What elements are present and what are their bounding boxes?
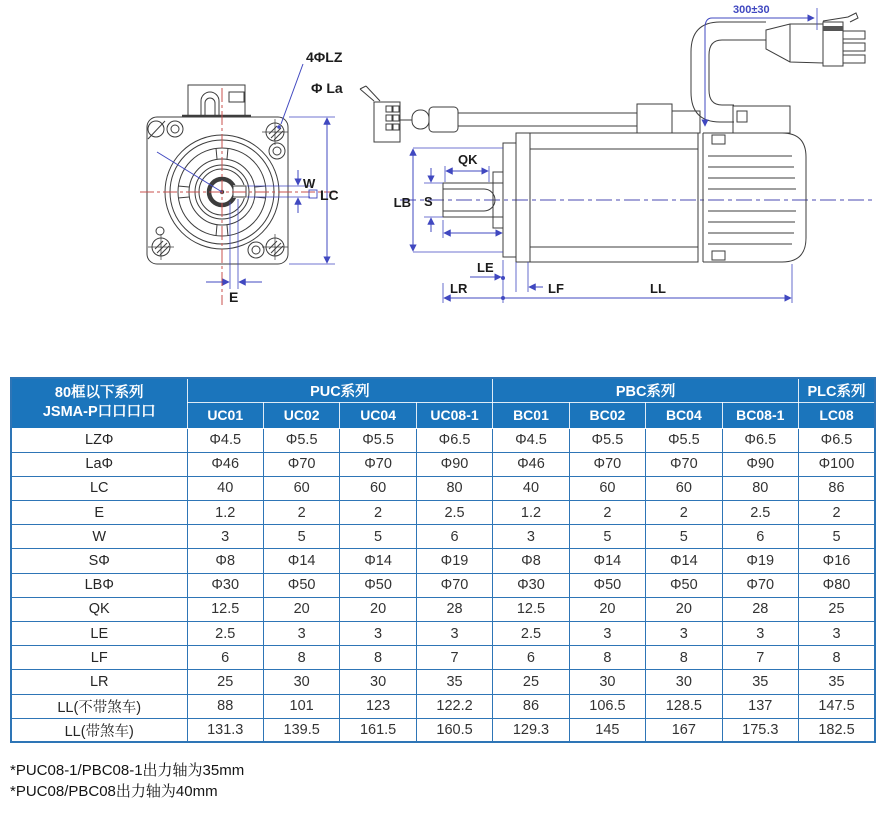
table-cell: 25 [493, 670, 569, 694]
front-label-w: W [303, 176, 316, 191]
table-cell: 8 [340, 646, 416, 670]
group-header: PLC系列 [799, 378, 876, 402]
footnote-1: *PUC08-1/PBC08-1出力轴为35mm [10, 762, 245, 779]
table-cell: 137 [722, 694, 798, 718]
row-label: LBΦ [11, 573, 187, 597]
table-cell: 122.2 [416, 694, 492, 718]
table-cell: 20 [569, 597, 645, 621]
table-row [11, 525, 875, 549]
table-cell: Φ70 [646, 452, 722, 476]
table-cell: 2 [263, 501, 339, 525]
mounting-hole-bottom-right [262, 234, 288, 260]
table-cell: 28 [722, 597, 798, 621]
power-cable-housing [733, 106, 790, 133]
table-row [11, 597, 875, 621]
column-header: UC01 [187, 402, 263, 428]
table-row [11, 428, 875, 452]
table-cell: Φ5.5 [646, 428, 722, 452]
side-label-ll: LL [650, 281, 666, 296]
table-cell: 1.2 [187, 501, 263, 525]
corner-header-line2: JSMA-P口口口口 [42, 404, 156, 421]
table-cell: Φ70 [340, 452, 416, 476]
table-cell: 1.2 [493, 501, 569, 525]
table-row [11, 670, 875, 694]
motor-body [516, 133, 698, 262]
table-cell: 3 [416, 622, 492, 646]
table-cell: 88 [187, 694, 263, 718]
table-cell: 80 [722, 476, 798, 500]
table-cell: Φ100 [799, 452, 876, 476]
mounting-hole-top-right [262, 119, 288, 145]
dimension-diagram [0, 0, 885, 372]
table-cell: 8 [263, 646, 339, 670]
table-cell: 128.5 [646, 694, 722, 718]
column-header: BC04 [646, 402, 722, 428]
table-cell: Φ4.5 [493, 428, 569, 452]
front-label-phila: Φ La [311, 80, 343, 96]
table-cell: Φ46 [493, 452, 569, 476]
table-cell: 86 [799, 476, 876, 500]
column-header: UC04 [340, 402, 416, 428]
table-cell: 60 [263, 476, 339, 500]
row-label: LaΦ [11, 452, 187, 476]
row-label: LZΦ [11, 428, 187, 452]
table-cell: Φ50 [569, 573, 645, 597]
table-cell: 7 [722, 646, 798, 670]
group-header: PUC系列 [187, 378, 493, 402]
table-cell: 60 [340, 476, 416, 500]
power-connector [766, 13, 865, 66]
table-cell: Φ90 [722, 452, 798, 476]
corner-header [11, 378, 187, 428]
table-cell: 30 [263, 670, 339, 694]
encoder-cable-housing [637, 104, 672, 133]
table-cell: 40 [187, 476, 263, 500]
column-header: BC02 [569, 402, 645, 428]
front-label-4philz: 4ΦLZ [306, 49, 343, 65]
table-cell: Φ16 [799, 549, 876, 573]
table-cell: 2 [569, 501, 645, 525]
table-cell: 129.3 [493, 718, 569, 742]
table-cell: 3 [340, 622, 416, 646]
table-cell: 3 [722, 622, 798, 646]
table-cell: 5 [340, 525, 416, 549]
table-cell: Φ30 [187, 573, 263, 597]
front-label-lc: LC [320, 187, 339, 203]
encoder-connector [360, 86, 400, 142]
table-cell: 2.5 [416, 501, 492, 525]
mounting-hole-bottom-left [148, 234, 174, 260]
table-cell: 35 [799, 670, 876, 694]
table-cell: 20 [340, 597, 416, 621]
table-cell: 182.5 [799, 718, 876, 742]
table-cell: 3 [187, 525, 263, 549]
table-cell: 60 [569, 476, 645, 500]
column-header: LC08 [799, 402, 876, 428]
table-cell: Φ70 [722, 573, 798, 597]
table-cell: 3 [569, 622, 645, 646]
group-header: PBC系列 [493, 378, 799, 402]
row-label: LF [11, 646, 187, 670]
corner-header-line1: 80框以下系列 [54, 384, 144, 401]
table-cell: 161.5 [340, 718, 416, 742]
top-connector-housing [188, 85, 245, 117]
row-label: LE [11, 622, 187, 646]
table-cell: 30 [569, 670, 645, 694]
table-cell: Φ6.5 [799, 428, 876, 452]
footnote-2: *PUC08/PBC08出力轴为40mm [10, 783, 218, 800]
table-cell: Φ6.5 [722, 428, 798, 452]
table-cell: 2 [340, 501, 416, 525]
table-cell: Φ14 [263, 549, 339, 573]
table-cell: 101 [263, 694, 339, 718]
power-cable [691, 22, 766, 122]
table-cell: 6 [722, 525, 798, 549]
side-view [360, 13, 865, 262]
table-cell: Φ19 [416, 549, 492, 573]
side-label-qk: QK [458, 152, 478, 167]
side-label-lf: LF [548, 281, 564, 296]
side-label-le: LE [477, 260, 494, 275]
table-row [11, 501, 875, 525]
table-cell: 5 [263, 525, 339, 549]
table-cell: 131.3 [187, 718, 263, 742]
table-cell: 8 [799, 646, 876, 670]
table-cell: 123 [340, 694, 416, 718]
table-cell: Φ19 [722, 549, 798, 573]
row-label: W [11, 525, 187, 549]
table-row [11, 718, 875, 742]
side-label-s: S [424, 194, 433, 209]
table-cell: 86 [493, 694, 569, 718]
table-cell: 3 [263, 622, 339, 646]
table-cell: 6 [416, 525, 492, 549]
row-label: LC [11, 476, 187, 500]
table-row [11, 646, 875, 670]
table-cell: 20 [646, 597, 722, 621]
side-label-lr: LR [450, 281, 468, 296]
table-cell: 30 [340, 670, 416, 694]
column-header: UC02 [263, 402, 339, 428]
table-row [11, 549, 875, 573]
table-cell: Φ70 [569, 452, 645, 476]
table-cell: 35 [722, 670, 798, 694]
table-cell: 25 [799, 597, 876, 621]
table-cell: Φ50 [340, 573, 416, 597]
column-header: BC08-1 [722, 402, 798, 428]
table-row [11, 622, 875, 646]
table-cell: 175.3 [722, 718, 798, 742]
table-cell: 8 [646, 646, 722, 670]
table-cell: 5 [799, 525, 876, 549]
table-cell: 3 [799, 622, 876, 646]
table-cell: Φ14 [340, 549, 416, 573]
row-label: E [11, 501, 187, 525]
table-cell: Φ5.5 [263, 428, 339, 452]
motor-dimension-drawing [0, 0, 885, 372]
table-cell: 30 [646, 670, 722, 694]
front-view [147, 85, 288, 264]
table-cell: 139.5 [263, 718, 339, 742]
row-label: QK [11, 597, 187, 621]
table-cell: Φ70 [263, 452, 339, 476]
rear-housing [703, 133, 806, 262]
footnotes [10, 760, 244, 802]
table-cell: Φ6.5 [416, 428, 492, 452]
table-cell: Φ5.5 [340, 428, 416, 452]
table-cell: 6 [493, 646, 569, 670]
table-cell: 167 [646, 718, 722, 742]
table-cell: Φ90 [416, 452, 492, 476]
table-cell: 5 [646, 525, 722, 549]
table-cell: 106.5 [569, 694, 645, 718]
table-cell: 3 [646, 622, 722, 646]
table-cell: 6 [187, 646, 263, 670]
table-cell: 28 [416, 597, 492, 621]
row-label: LR [11, 670, 187, 694]
table-cell: 2 [646, 501, 722, 525]
table-cell: 20 [263, 597, 339, 621]
table-cell: Φ5.5 [569, 428, 645, 452]
table-row [11, 476, 875, 500]
table-cell: 80 [416, 476, 492, 500]
table-row [11, 573, 875, 597]
table-cell: 40 [493, 476, 569, 500]
table-cell: 12.5 [187, 597, 263, 621]
row-label: SΦ [11, 549, 187, 573]
table-cell: 5 [569, 525, 645, 549]
table-cell: Φ14 [569, 549, 645, 573]
table-cell: 145 [569, 718, 645, 742]
table-cell: Φ50 [263, 573, 339, 597]
table-cell: Φ4.5 [187, 428, 263, 452]
table-cell: 147.5 [799, 694, 876, 718]
table-row [11, 452, 875, 476]
table-cell: Φ50 [646, 573, 722, 597]
table-cell: Φ14 [646, 549, 722, 573]
table-cell: Φ30 [493, 573, 569, 597]
table-cell: Φ46 [187, 452, 263, 476]
side-label-lb: LB [393, 195, 411, 210]
table-cell: 35 [416, 670, 492, 694]
table-cell: 12.5 [493, 597, 569, 621]
column-header: BC01 [493, 402, 569, 428]
spec-table [10, 377, 876, 743]
table-cell: 160.5 [416, 718, 492, 742]
table-body [11, 428, 875, 742]
table-cell: 3 [493, 525, 569, 549]
side-label-cable-length: 300±30 [733, 4, 770, 16]
front-label-e: E [229, 289, 239, 305]
table-cell: Φ80 [799, 573, 876, 597]
row-label: LL(不带煞车) [11, 694, 187, 718]
table-cell: 25 [187, 670, 263, 694]
table-head [11, 378, 875, 428]
table-cell: 8 [569, 646, 645, 670]
table-cell: 2.5 [187, 622, 263, 646]
column-header: UC08-1 [416, 402, 492, 428]
table-cell: 60 [646, 476, 722, 500]
table-cell: 2 [799, 501, 876, 525]
row-label: LL(带煞车) [11, 718, 187, 742]
table-row [11, 694, 875, 718]
table-cell: 7 [416, 646, 492, 670]
table-cell: Φ8 [187, 549, 263, 573]
table-cell: Φ70 [416, 573, 492, 597]
table-cell: Φ8 [493, 549, 569, 573]
table-cell: 2.5 [722, 501, 798, 525]
table-cell: 2.5 [493, 622, 569, 646]
